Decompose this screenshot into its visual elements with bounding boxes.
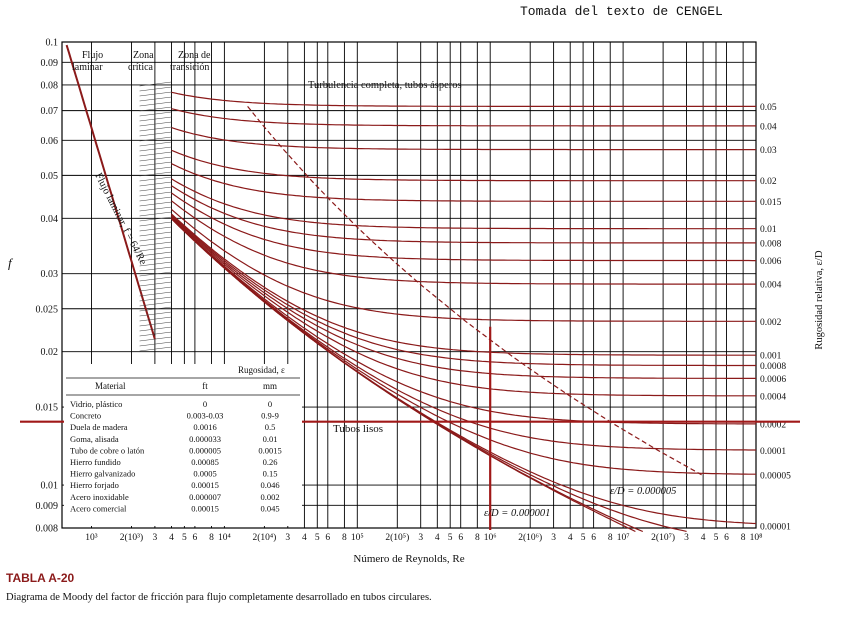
roughness-curve bbox=[172, 164, 757, 202]
y2-axis-label: Rugosidad relativa, ε/D bbox=[814, 250, 825, 350]
roughness-label: 0.008 bbox=[760, 239, 782, 250]
y-tick-label: 0.04 bbox=[40, 213, 58, 225]
y-tick-label: 0.009 bbox=[35, 500, 58, 512]
roughness-label: 0.0008 bbox=[760, 362, 787, 373]
material-table bbox=[64, 364, 302, 526]
x-tick-label: 10⁸ bbox=[749, 533, 763, 543]
region-label-critical-1: Zona bbox=[133, 50, 154, 61]
x-tick-label: 2(10⁶) bbox=[518, 533, 543, 543]
hatch-line bbox=[140, 212, 172, 216]
material-cell-name: Hierro forjado bbox=[70, 480, 119, 491]
region-label-laminar-1: Flujo bbox=[82, 50, 104, 61]
x-tick-label: 6 bbox=[724, 533, 729, 543]
roughness-label: 0.015 bbox=[760, 197, 782, 208]
hatch-line bbox=[140, 292, 172, 296]
x-tick-label: 10⁴ bbox=[217, 533, 231, 543]
roughness-curve bbox=[172, 209, 757, 321]
material-cell-mm: 0.9-9 bbox=[261, 410, 279, 421]
x-tick-label: 3 bbox=[418, 533, 424, 543]
x-tick-label: 4 bbox=[567, 533, 573, 543]
x-tick-label: 5 bbox=[447, 533, 453, 543]
critical-zone-hatch bbox=[140, 82, 172, 351]
material-cell-ft: 0.000033 bbox=[189, 433, 221, 444]
material-cell-name: Duela de madera bbox=[70, 422, 128, 433]
hatch-line bbox=[140, 282, 172, 286]
hatch-line bbox=[140, 327, 172, 331]
x-tick-label: 6 bbox=[591, 533, 596, 543]
hatch-line bbox=[140, 192, 172, 196]
hatch-line bbox=[140, 202, 172, 206]
roughness-label: 0.03 bbox=[760, 146, 777, 157]
region-label-transition-2: transición bbox=[170, 62, 210, 73]
material-cell-ft: 0 bbox=[202, 399, 208, 409]
x-tick-label: 2(10⁵) bbox=[385, 533, 410, 543]
y-tick-label: 0.01 bbox=[40, 480, 58, 492]
roughness-label: 0.006 bbox=[760, 257, 782, 268]
material-cell-ft: 0.000005 bbox=[189, 445, 221, 456]
hatch-line bbox=[140, 87, 172, 91]
x-tick-label: 5 bbox=[580, 533, 586, 543]
roughness-label: 0.04 bbox=[760, 122, 777, 133]
y-tick-label: 0.06 bbox=[40, 135, 58, 147]
roughness-label: 0.02 bbox=[760, 177, 777, 188]
roughness-curve bbox=[172, 128, 757, 150]
roughness-label: 0.002 bbox=[760, 317, 782, 328]
y-tick-labels bbox=[8, 38, 58, 535]
hatch-line bbox=[140, 177, 172, 181]
x-tick-label: 8 bbox=[209, 533, 214, 543]
x-tick-label: 2(10⁴) bbox=[252, 533, 277, 543]
hatch-line bbox=[140, 117, 172, 121]
roughness-curve bbox=[172, 109, 757, 126]
hatch-line bbox=[140, 207, 172, 211]
region-label-critical-2: crítica bbox=[128, 62, 153, 73]
hatch-line bbox=[140, 167, 172, 171]
y-tick-label: 0.02 bbox=[40, 347, 58, 359]
roughness-label: 0.01 bbox=[760, 225, 777, 236]
hatch-line bbox=[140, 127, 172, 131]
material-cell-name: Vidrio, plástico bbox=[70, 399, 123, 409]
x-tick-label: 2(10³) bbox=[119, 533, 144, 543]
x-axis-label: Número de Reynolds, Re bbox=[353, 553, 465, 565]
hatch-line bbox=[140, 147, 172, 151]
material-cell-mm: 0.15 bbox=[262, 468, 278, 479]
hatch-line bbox=[140, 217, 172, 221]
x-tick-label: 10⁵ bbox=[350, 533, 364, 543]
y-tick-label: 0.025 bbox=[35, 304, 58, 316]
material-cell-ft: 0.00015 bbox=[191, 480, 219, 491]
hatch-line bbox=[140, 287, 172, 291]
roughness-label: 0.00001 bbox=[760, 522, 791, 533]
material-cell-name: Acero comercial bbox=[70, 503, 127, 514]
roughness-curve bbox=[172, 150, 757, 180]
x-tick-label: 4 bbox=[302, 533, 307, 543]
roughness-label: 0.0001 bbox=[760, 446, 787, 457]
x-tick-label: 5 bbox=[713, 533, 719, 543]
x-tick-label: 2(10⁷) bbox=[651, 533, 676, 543]
hatch-line bbox=[140, 237, 172, 241]
x-tick-label: 4 bbox=[434, 533, 440, 543]
hatch-line bbox=[140, 82, 172, 86]
hatch-line bbox=[140, 232, 172, 236]
roughness-label: 0.00005 bbox=[760, 471, 791, 482]
material-cell-name: Acero inoxidable bbox=[70, 491, 129, 502]
hatch-line bbox=[140, 112, 172, 116]
table-label: TABLA A-20 bbox=[6, 571, 75, 585]
hatch-line bbox=[140, 222, 172, 226]
y-tick-label: 0.05 bbox=[40, 170, 58, 182]
roughness-label: 0.0006 bbox=[760, 374, 787, 385]
annotation-smooth-tubes: Tubos lisos bbox=[333, 423, 384, 435]
figure-caption: Diagrama de Moody del factor de fricción para flujo completamente desarrollado en tubos circulares. bbox=[6, 592, 432, 603]
laminar-label: Flujo laminar, f = 64/Re bbox=[92, 171, 149, 267]
x-tick-label: 6 bbox=[192, 533, 198, 543]
turbulence-boundary bbox=[248, 106, 702, 474]
y-axis-label: f bbox=[8, 255, 12, 271]
hatch-line bbox=[140, 102, 172, 106]
hatch-line bbox=[140, 122, 172, 126]
material-cell-mm: 0.5 bbox=[264, 422, 276, 433]
y-tick-label: 0.09 bbox=[40, 57, 58, 69]
y-tick-label: 0.03 bbox=[40, 269, 58, 281]
material-cell-ft: 0.00015 bbox=[191, 503, 219, 514]
x-tick-label: 10⁷ bbox=[616, 533, 630, 543]
material-cell-mm: 0.26 bbox=[262, 457, 278, 467]
roughness-curve bbox=[172, 179, 757, 229]
hatch-line bbox=[140, 182, 172, 186]
y-tick-label: 0.07 bbox=[40, 106, 58, 118]
material-header-mm: mm bbox=[262, 381, 278, 391]
region-label-turbulence: Turbulencia completa, tubos ásperos bbox=[308, 80, 462, 91]
material-cell-ft: 0.000007 bbox=[189, 491, 221, 502]
hatch-line bbox=[140, 97, 172, 101]
hatch-line bbox=[140, 157, 172, 161]
x-tick-label: 4 bbox=[700, 533, 706, 543]
material-cell-mm: 0.046 bbox=[260, 480, 280, 491]
hatch-line bbox=[140, 227, 172, 231]
x-tick-labels bbox=[85, 532, 762, 565]
hatch-line bbox=[140, 347, 172, 351]
region-label-transition-1: Zona de bbox=[178, 50, 211, 61]
y-tick-label: 0.1 bbox=[45, 37, 58, 49]
material-cell-name: Concreto bbox=[70, 410, 102, 421]
overlay bbox=[20, 50, 800, 530]
hatch-line bbox=[140, 277, 172, 281]
roughness-label: 0.004 bbox=[760, 280, 782, 291]
roughness-curve bbox=[172, 193, 757, 261]
x-tick-label: 6 bbox=[458, 533, 464, 543]
hatch-line bbox=[140, 317, 172, 321]
roughness-curve bbox=[172, 92, 757, 106]
roughness-label: 0.05 bbox=[760, 102, 777, 113]
x-tick-label: 10³ bbox=[85, 533, 98, 543]
y-tick-label: 0.08 bbox=[40, 80, 58, 92]
material-cell-name: Goma, alisada bbox=[70, 433, 119, 444]
roughness-label: 0.001 bbox=[760, 351, 782, 362]
material-header-material: Material bbox=[95, 381, 126, 391]
hatch-line bbox=[140, 162, 172, 166]
hatch-line bbox=[140, 187, 172, 191]
x-tick-label: 8 bbox=[474, 533, 480, 543]
roughness-labels bbox=[760, 103, 825, 533]
material-cell-mm: 0.045 bbox=[260, 503, 280, 514]
hatch-line bbox=[140, 297, 172, 301]
x-tick-label: 3 bbox=[684, 533, 689, 543]
hatch-line bbox=[140, 92, 172, 96]
material-table-title: Rugosidad, ε bbox=[238, 365, 285, 375]
x-tick-label: 5 bbox=[182, 533, 187, 543]
material-cell-ft: 0.0016 bbox=[193, 422, 217, 433]
x-tick-label: 10⁶ bbox=[483, 533, 497, 543]
hatch-line bbox=[140, 142, 172, 146]
hatch-line bbox=[140, 322, 172, 326]
hatch-line bbox=[140, 332, 172, 336]
material-cell-ft: 0.00085 bbox=[191, 457, 219, 467]
material-cell-ft: 0.003-0.03 bbox=[186, 410, 224, 421]
x-tick-label: 6 bbox=[325, 533, 331, 543]
material-cell-name: Hierro galvanizado bbox=[70, 468, 136, 479]
annotation-eps-a: ε/D = 0.000005 bbox=[610, 486, 677, 497]
y-tick-label: 0.015 bbox=[35, 402, 58, 414]
source-note: Tomada del texto de CENGEL bbox=[520, 4, 723, 19]
y-tick-label: 0.008 bbox=[35, 523, 58, 535]
hatch-line bbox=[140, 242, 172, 246]
hatch-line bbox=[140, 337, 172, 341]
material-cell-mm: 0.0015 bbox=[258, 445, 282, 456]
material-header-ft: ft bbox=[202, 381, 208, 391]
x-tick-label: 4 bbox=[169, 533, 174, 543]
material-cell-mm: 0.002 bbox=[260, 491, 280, 502]
x-tick-label: 8 bbox=[607, 533, 613, 543]
material-cell-name: Hierro fundido bbox=[70, 457, 121, 467]
x-tick-label: 8 bbox=[342, 533, 347, 543]
x-tick-label: 5 bbox=[314, 533, 320, 543]
hatch-line bbox=[140, 267, 172, 271]
x-tick-label: 3 bbox=[285, 533, 291, 543]
material-cell-mm: 0 bbox=[267, 399, 273, 409]
material-cell-mm: 0.01 bbox=[262, 433, 278, 444]
hatch-line bbox=[140, 197, 172, 201]
region-label-laminar-2: laminar bbox=[72, 62, 103, 73]
material-cell-ft: 0.0005 bbox=[193, 468, 217, 479]
hatch-line bbox=[140, 132, 172, 136]
annotation-eps-b: ε/D = 0.000001 bbox=[484, 508, 551, 519]
hatch-line bbox=[140, 312, 172, 316]
hatch-line bbox=[140, 152, 172, 156]
material-cell-name: Tubo de cobre o latón bbox=[70, 445, 145, 456]
x-tick-label: 3 bbox=[152, 533, 158, 543]
hatch-line bbox=[140, 247, 172, 251]
roughness-label: 0.0002 bbox=[760, 420, 787, 431]
roughness-label: 0.0004 bbox=[760, 392, 787, 403]
x-tick-label: 3 bbox=[551, 533, 556, 543]
hatch-line bbox=[140, 342, 172, 346]
x-tick-label: 8 bbox=[740, 533, 746, 543]
